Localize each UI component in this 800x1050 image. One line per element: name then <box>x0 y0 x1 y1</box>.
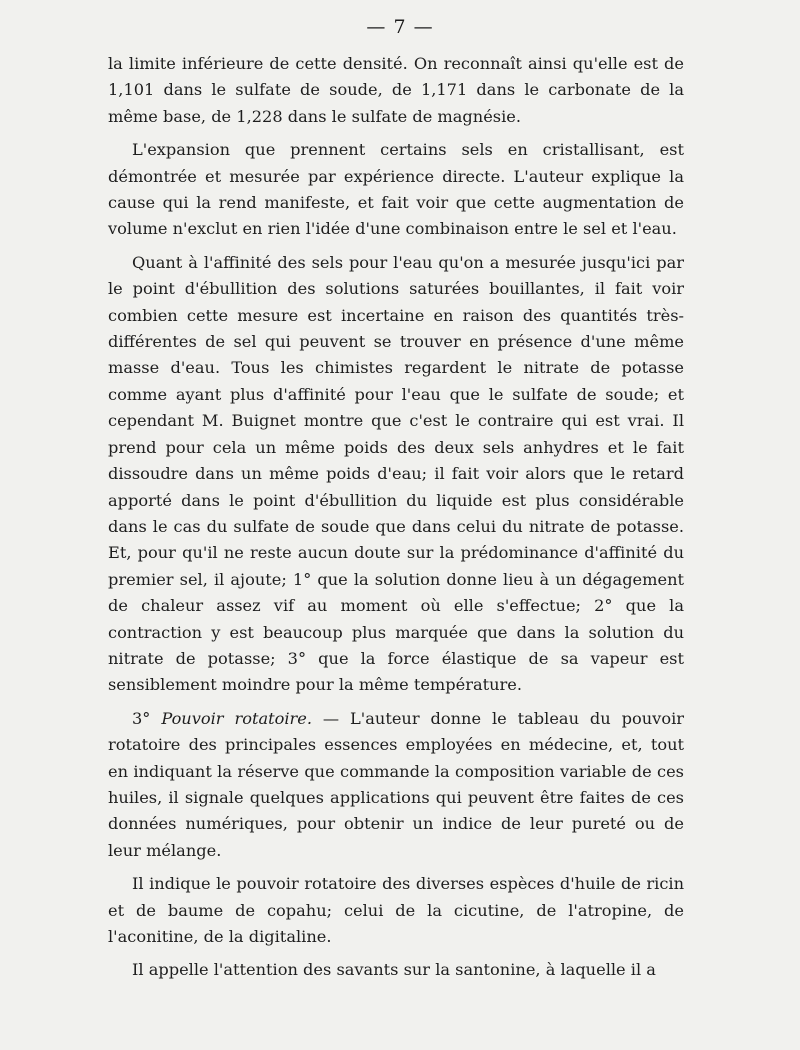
page-number: — 7 — <box>366 16 434 38</box>
paragraph-salt-affinity: Quant à l'affinité des sels pour l'eau qu'on a mesurée jusqu'ici par le point d'ébullition des solutions saturées bouillantes, il fait voir combien cette mesure est incertaine en raison des quantités très-différentes de sel qui peuvent se trouver en présence d'une même masse d'eau. Tous les chimistes regardent le nitrate de potasse comme ayant plus d'affinité pour l'eau que le sulfate de soude; et cependant M. Buignet montre que c'est le contraire qui est vrai. Il prend pour cela un même poids des deux sels anhydres et le fait dissoudre dans un même poids d'eau; il fait voir alors que le retard apporté dans le point d'ébullition du liquide est plus considérable dans le cas du sulfate de soude que dans celui du nitrate de potasse. Et, pour qu'il ne reste aucun doute sur la prédominance d'affinité du premier sel, il ajoute; 1° que la solution donne lieu à un dégagement de chaleur assez vif au moment où elle s'effectue; 2° que la contraction y est beaucoup plus marquée que dans la solution du nitrate de potasse; 3° que la force élastique de sa vapeur est sensiblement moindre pour la même température. <box>108 252 684 695</box>
section-text: — L'auteur donne le tableau du pouvoir rotatoire des principales essences employées en médecine, et, tout en indiquant la réserve que commande la composition variable de ces huiles, il signale quelques applications qui peuvent être faites de ces données numériques, pour obtenir un indice de leur pureté ou de leur mélange. <box>108 708 684 860</box>
paragraph-salt-expansion: L'expansion que prennent certains sels en cristallisant, est démontrée et mesurée par expérience directe. L'auteur explique la cause qui la rend manifeste, et fait voir que cette augmentation de volume n'exclut en rien l'idée d'une combinaison entre le sel et l'eau. <box>108 140 684 239</box>
paragraph-density-continuation: la limite inférieure de cette densité. On reconnaît ainsi qu'elle est de 1,101 dans le sulfate de soude, de 1,171 dans le carbonate de la même base, de 1,228 dans le sulfate de magnésie. <box>108 54 684 126</box>
paragraph-rotatory-power <box>108 706 684 864</box>
section-heading: Pouvoir rotatoire. <box>161 708 312 728</box>
section-number: 3° <box>132 708 162 728</box>
paragraph-ricin-copahu: Il indique le pouvoir rotatoire des diverses espèces d'huile de ricin et de baume de copahu; celui de la cicutine, de l'atropine, de l'aconitine, de la digitaline. <box>108 874 684 946</box>
body-text <box>108 51 684 984</box>
paragraph-santonine: Il appelle l'attention des savants sur la santonine, à laquelle il a <box>132 960 656 980</box>
